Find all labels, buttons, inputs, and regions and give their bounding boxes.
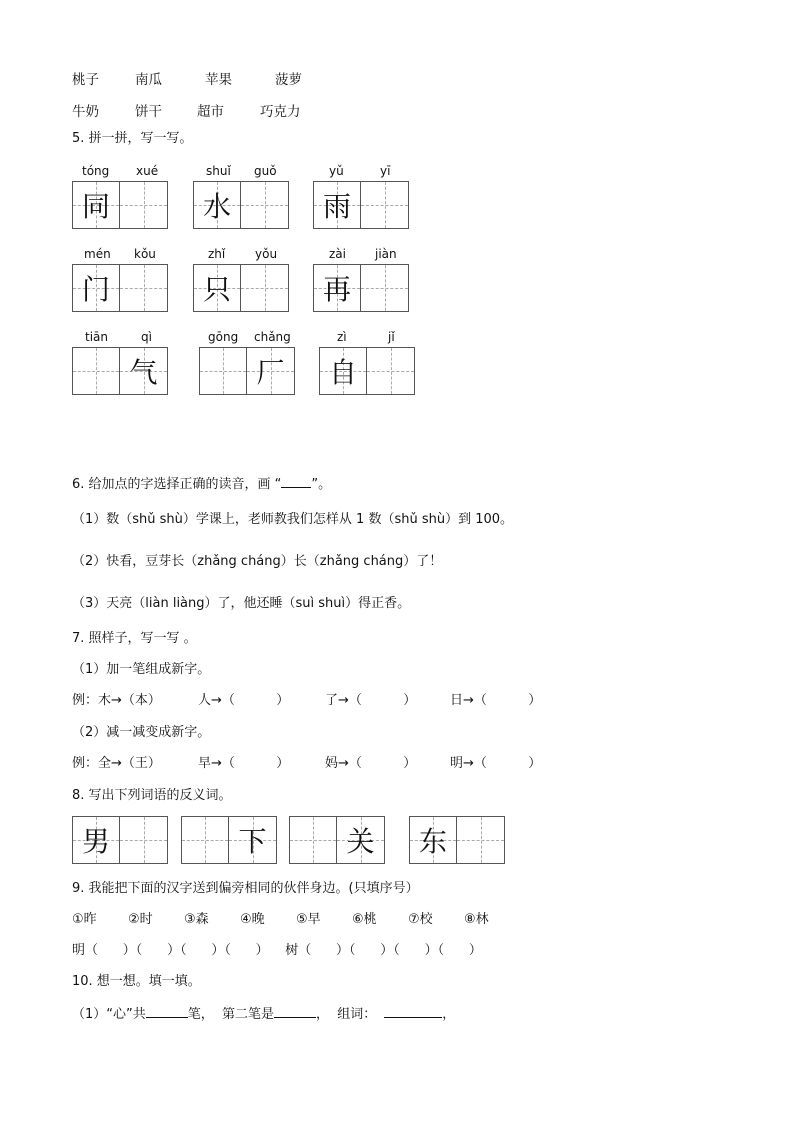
option: ⑤早: [296, 912, 321, 927]
q7-title: 7. 照样子，写一写 。: [72, 631, 197, 646]
word: 超市: [197, 104, 224, 120]
grid-cell[interactable]: [199, 347, 247, 395]
q6-item: （3）天亮（liàn liàng）了，他还睡（suì shuì）得正香。: [72, 596, 411, 611]
grid-cell[interactable]: [120, 181, 168, 229]
writing-grid[interactable]: [289, 816, 385, 864]
pinyin: zhǐ: [208, 247, 226, 261]
word: 南瓜: [135, 72, 162, 88]
grid-cell[interactable]: [120, 264, 168, 312]
q6-title: 6. 给加点的字选择正确的读音，画 “ ”。: [72, 477, 332, 492]
answer-blank[interactable]: [274, 1005, 316, 1018]
pinyin: zài: [329, 247, 346, 261]
word: 桃子: [72, 72, 99, 88]
grid-cell[interactable]: [457, 816, 505, 864]
pinyin: tóng: [82, 164, 110, 178]
grid-cell[interactable]: [361, 181, 409, 229]
option: ②时: [128, 912, 153, 927]
q10-title: 10. 想一想。填一填。: [72, 974, 201, 989]
writing-grid[interactable]: [72, 347, 168, 395]
q7-sub: （1）加一笔组成新字。: [72, 662, 211, 677]
grid-cell[interactable]: [361, 264, 409, 312]
grid-cell[interactable]: 关: [337, 816, 385, 864]
word: 饼干: [135, 104, 162, 120]
grid-cell[interactable]: 厂: [247, 347, 295, 395]
q10-item: （1）“心”共 笔， 第二笔是 ， 组词： ，: [72, 1007, 456, 1022]
grid-cell[interactable]: 雨: [313, 181, 361, 229]
writing-grid[interactable]: [193, 181, 289, 229]
pinyin: jiàn: [375, 247, 397, 261]
option: ⑥桃: [352, 912, 377, 927]
writing-grid[interactable]: [193, 264, 289, 312]
grid-cell[interactable]: 再: [313, 264, 361, 312]
grid-cell[interactable]: 自: [319, 347, 367, 395]
pinyin: guǒ: [254, 164, 277, 178]
grid-cell[interactable]: 水: [193, 181, 241, 229]
answer-blank[interactable]: [384, 1005, 442, 1018]
word: 菠萝: [275, 72, 302, 88]
grid-cell[interactable]: 门: [72, 264, 120, 312]
grid-cell[interactable]: [241, 264, 289, 312]
q8-title: 8. 写出下列词语的反义词。: [72, 788, 232, 803]
pinyin: chǎng: [254, 330, 291, 344]
q9-title: 9. 我能把下面的汉字送到偏旁相同的伙伴身边。(只填序号）: [72, 881, 419, 896]
option: ①昨: [72, 912, 97, 927]
q6-item: （1）数（shǔ shù）学课上，老师教我们怎样从 1 数（shǔ shù）到 100。: [72, 512, 514, 527]
pinyin: zì: [337, 330, 347, 344]
pinyin: gōng: [208, 330, 239, 344]
word: 苹果: [205, 72, 232, 88]
grid-cell[interactable]: 同: [72, 181, 120, 229]
option: ⑦校: [408, 912, 433, 927]
answer-blank[interactable]: [146, 1005, 188, 1018]
pinyin: shuǐ: [206, 164, 231, 178]
q5-title: 5. 拼一拼，写一写。: [72, 131, 193, 146]
pinyin: yǒu: [255, 247, 278, 261]
grid-cell[interactable]: 东: [409, 816, 457, 864]
writing-grid[interactable]: [199, 347, 295, 395]
pinyin: xué: [136, 164, 159, 178]
grid-cell[interactable]: 气: [120, 347, 168, 395]
pinyin: jǐ: [388, 330, 395, 344]
writing-grid[interactable]: [181, 816, 277, 864]
pinyin: kǒu: [134, 247, 156, 261]
writing-grid[interactable]: [319, 347, 415, 395]
grid-cell[interactable]: [72, 347, 120, 395]
grid-cell[interactable]: [181, 816, 229, 864]
grid-cell[interactable]: [289, 816, 337, 864]
writing-grid[interactable]: [409, 816, 505, 864]
option: ⑧林: [464, 912, 489, 927]
pinyin: qì: [141, 330, 152, 344]
pinyin: yī: [380, 164, 391, 178]
q7-blank[interactable]: 人→（ ）: [198, 693, 290, 708]
writing-grid[interactable]: [72, 816, 168, 864]
word: 牛奶: [72, 104, 99, 120]
grid-cell[interactable]: 只: [193, 264, 241, 312]
pinyin: yǔ: [329, 164, 344, 178]
writing-grid[interactable]: [72, 264, 168, 312]
q7-blank[interactable]: 日→（ ）: [450, 693, 542, 708]
option: ④晚: [240, 912, 265, 927]
q7-blank[interactable]: 了→（ ）: [325, 693, 417, 708]
writing-grid[interactable]: [313, 264, 409, 312]
q7-example: 例：全→（王）: [72, 756, 161, 771]
q7-example: 例：木→（本）: [72, 693, 161, 708]
q7-blank[interactable]: 明→（ ）: [450, 756, 542, 771]
grid-cell[interactable]: [120, 816, 168, 864]
pinyin: mén: [84, 247, 111, 261]
q7-sub: （2）减一减变成新字。: [72, 725, 211, 740]
q7-blank[interactable]: 早→（ ）: [198, 756, 290, 771]
option: ③森: [184, 912, 209, 927]
writing-grid[interactable]: [72, 181, 168, 229]
q9-answer-line[interactable]: 明（ ）（ ）（ ）（ ） 树（ ）（ ）（ ）（ ）: [72, 943, 482, 958]
grid-cell[interactable]: 下: [229, 816, 277, 864]
word: 巧克力: [260, 104, 301, 120]
writing-grid[interactable]: [313, 181, 409, 229]
q7-blank[interactable]: 妈→（ ）: [325, 756, 417, 771]
grid-cell[interactable]: [367, 347, 415, 395]
q6-item: （2）快看，豆芽长（zhǎng cháng）长（zhǎng cháng）了！: [72, 554, 443, 569]
underline-sample: [281, 475, 311, 488]
grid-cell[interactable]: [241, 181, 289, 229]
pinyin: tiān: [85, 330, 108, 344]
grid-cell[interactable]: 男: [72, 816, 120, 864]
